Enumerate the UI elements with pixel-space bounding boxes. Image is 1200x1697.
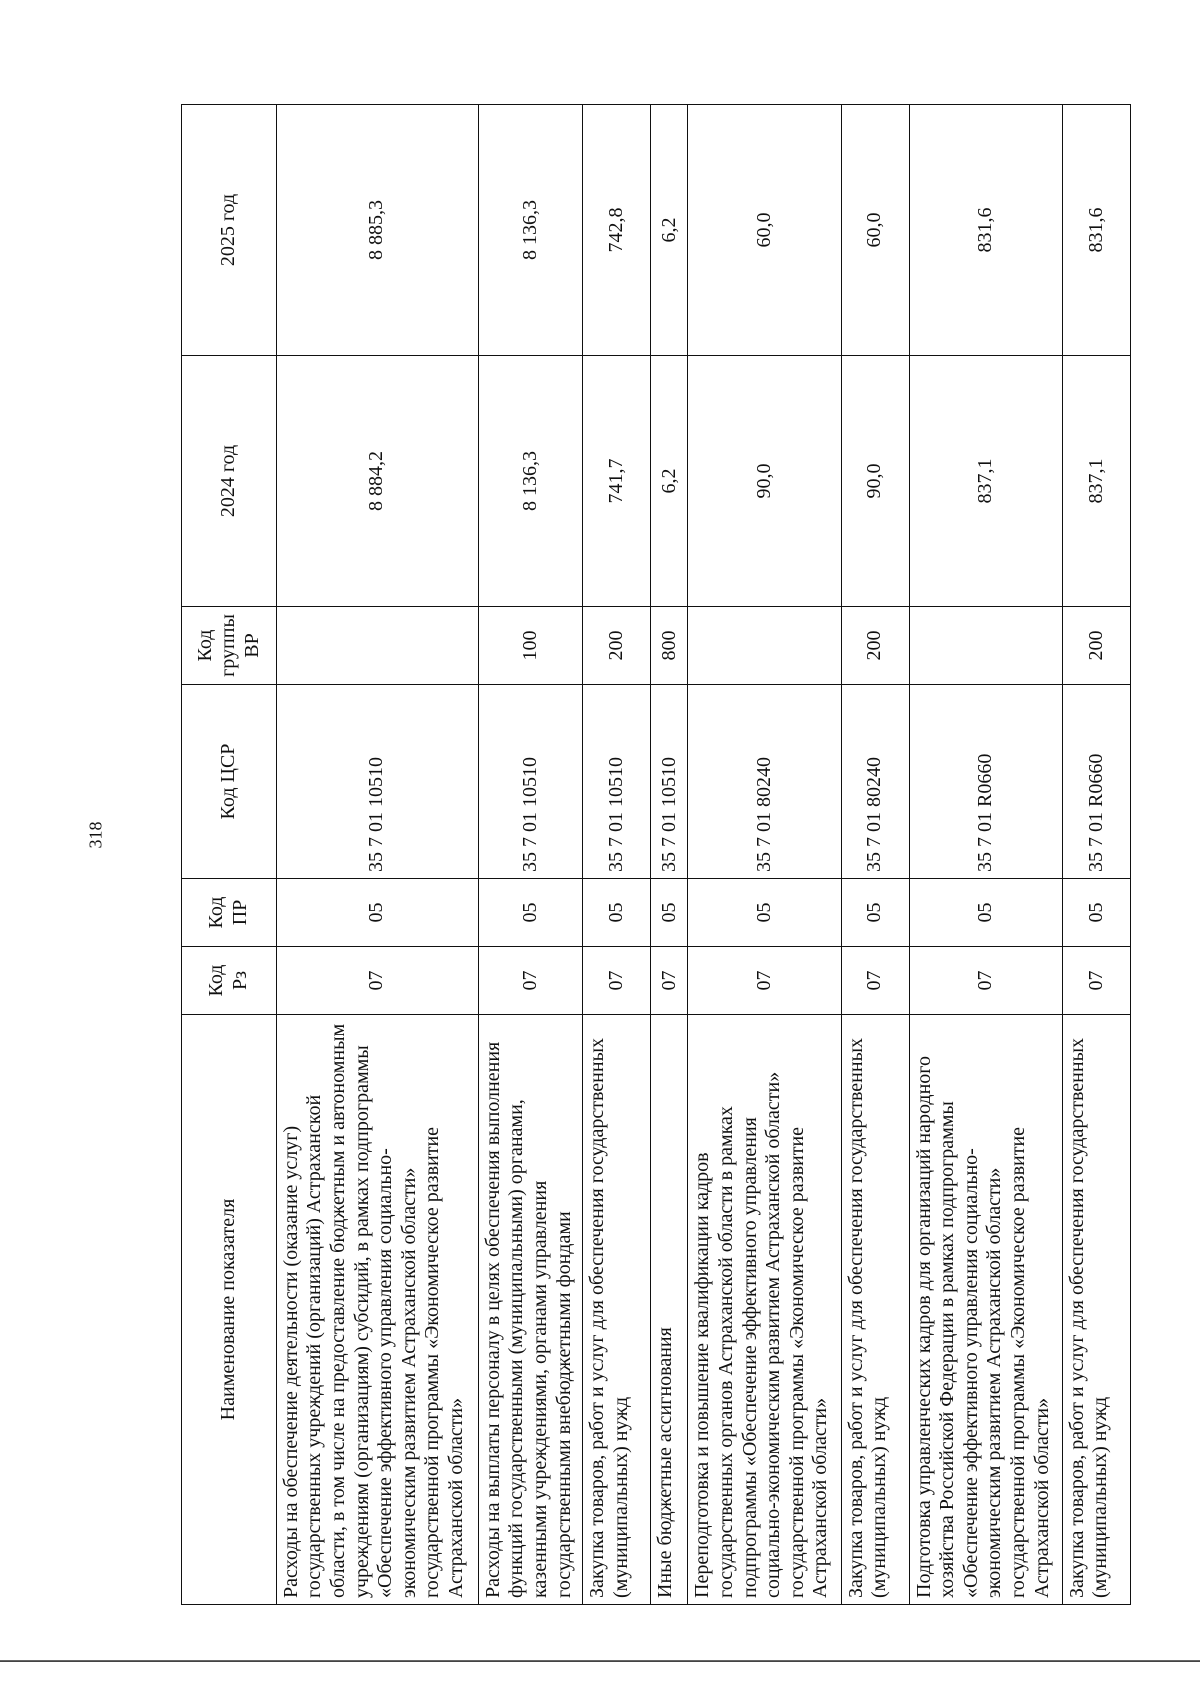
row-name: Расходы на выплаты персоналу в целях обеспечения выполнения функций государственными (муниципальными) органами, казенными учреждениями, органами управления государственными внебюджетными фондами [478, 1015, 583, 1605]
row-name: Закупка товаров, работ и услуг для обеспечения государственных (муниципальных) нужд [1062, 1015, 1130, 1605]
row-csr: 35 7 01 R0660 [909, 685, 1062, 879]
row-rz: 07 [276, 947, 478, 1015]
row-csr: 35 7 01 80240 [688, 685, 841, 879]
row-2024: 837,1 [909, 356, 1062, 607]
row-name: Переподготовка и повышение квалификации кадров государственных органов Астраханской области в рамках подпрограммы «Обеспечение эффективного управления социально-экономическим развитием Астраханской области» государственной программы «Экономическое развитие Астраханской области» [688, 1015, 841, 1605]
row-vr [688, 607, 841, 685]
row-2025: 831,6 [1062, 105, 1130, 356]
header-pr: Код ПР [182, 879, 277, 947]
row-2024: 90,0 [688, 356, 841, 607]
row-pr: 05 [1062, 879, 1130, 947]
table-header-row [182, 105, 277, 1605]
row-vr: 100 [478, 607, 583, 685]
row-2024: 741,7 [583, 356, 651, 607]
row-pr: 05 [276, 879, 478, 947]
header-name: Наименование показателя [182, 1015, 277, 1605]
table-row [688, 105, 841, 1605]
row-2025: 8 136,3 [478, 105, 583, 356]
row-rz: 07 [583, 947, 651, 1015]
header-rz: Код Рз [182, 947, 277, 1015]
row-vr: 200 [841, 607, 909, 685]
row-csr: 35 7 01 10510 [651, 685, 688, 879]
table-row [276, 105, 478, 1605]
row-csr: 35 7 01 10510 [276, 685, 478, 879]
table-row [1062, 105, 1130, 1605]
row-vr: 800 [651, 607, 688, 685]
row-csr: 35 7 01 R0660 [1062, 685, 1130, 879]
budget-table [181, 104, 1131, 1605]
page-number: 318 [85, 821, 106, 849]
row-name: Иные бюджетные ассигнования [651, 1015, 688, 1605]
row-2025: 60,0 [688, 105, 841, 356]
row-name: Закупка товаров, работ и услуг для обеспечения государственных (муниципальных) нужд [841, 1015, 909, 1605]
row-name: Расходы на обеспечение деятельности (оказание услуг) государственных учреждений (организаций) Астраханской области, в том числе на предоставление бюджетным и автономным учреждениям (организациям) субсидий, в рамках подпрограммы «Обеспечение эффективного управления социально-экономическим развитием Астраханской области» государственной программы «Экономическое развитие Астраханской области» [276, 1015, 478, 1605]
row-vr [276, 607, 478, 685]
row-vr: 200 [1062, 607, 1130, 685]
rotated-table-container [181, 105, 1131, 1605]
row-rz: 07 [688, 947, 841, 1015]
row-2024: 8 136,3 [478, 356, 583, 607]
table-row [909, 105, 1062, 1605]
table-row [583, 105, 651, 1605]
row-vr: 200 [583, 607, 651, 685]
row-name: Подготовка управленческих кадров для организаций народного хозяйства Российской Федерации в рамках подпрограммы «Обеспечение эффективного управления социально-экономическим развитием Астраханской области» государственной программы «Экономическое развитие Астраханской области» [909, 1015, 1062, 1605]
row-pr: 05 [478, 879, 583, 947]
row-2025: 8 885,3 [276, 105, 478, 356]
row-csr: 35 7 01 80240 [841, 685, 909, 879]
page-bottom-line [0, 1660, 1200, 1662]
row-rz: 07 [909, 947, 1062, 1015]
table-row [478, 105, 583, 1605]
row-name: Закупка товаров, работ и услуг для обеспечения государственных (муниципальных) нужд [583, 1015, 651, 1605]
row-rz: 07 [841, 947, 909, 1015]
row-vr [909, 607, 1062, 685]
row-2024: 90,0 [841, 356, 909, 607]
row-pr: 05 [583, 879, 651, 947]
row-rz: 07 [1062, 947, 1130, 1015]
row-2024: 8 884,2 [276, 356, 478, 607]
row-csr: 35 7 01 10510 [583, 685, 651, 879]
header-2025: 2025 год [182, 105, 277, 356]
row-2025: 742,8 [583, 105, 651, 356]
row-pr: 05 [841, 879, 909, 947]
row-rz: 07 [478, 947, 583, 1015]
row-pr: 05 [651, 879, 688, 947]
row-2025: 60,0 [841, 105, 909, 356]
header-2024: 2024 год [182, 356, 277, 607]
row-rz: 07 [651, 947, 688, 1015]
row-2025: 6,2 [651, 105, 688, 356]
table-row [651, 105, 688, 1605]
row-pr: 05 [688, 879, 841, 947]
row-pr: 05 [909, 879, 1062, 947]
header-csr: Код ЦСР [182, 685, 277, 879]
table-row [841, 105, 909, 1605]
row-csr: 35 7 01 10510 [478, 685, 583, 879]
row-2024: 6,2 [651, 356, 688, 607]
header-vr: Код группы ВР [182, 607, 277, 685]
row-2024: 837,1 [1062, 356, 1130, 607]
row-2025: 831,6 [909, 105, 1062, 356]
